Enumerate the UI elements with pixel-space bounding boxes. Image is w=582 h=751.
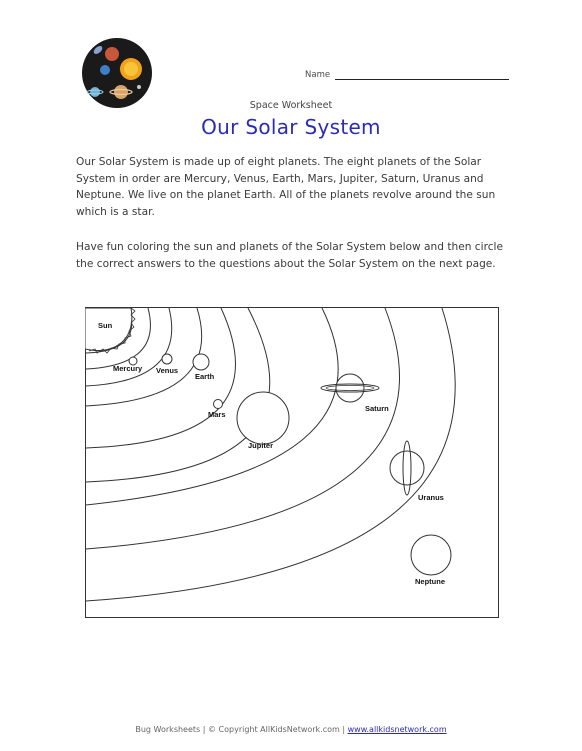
footer-link[interactable]: www.allkidsnetwork.com (347, 725, 447, 734)
earth-icon (193, 354, 209, 370)
logo-planet-icon (105, 47, 119, 61)
solar-system-diagram (85, 307, 499, 618)
name-label: Name (305, 70, 331, 80)
footer-copyright: Bug Worksheets | © Copyright AllKidsNetwork.com | (135, 725, 348, 734)
label-uranus: Uranus (418, 493, 444, 502)
label-jupiter: Jupiter (248, 441, 274, 450)
label-saturn: Saturn (365, 404, 389, 413)
footer (0, 725, 582, 734)
page-title: Our Solar System (201, 115, 381, 139)
logo-saturn-icon (114, 85, 128, 99)
name-line[interactable] (335, 79, 509, 80)
label-sun: Sun (98, 321, 113, 330)
intro-paragraph: Our Solar System is made up of eight planets. The eight planets of the Solar System in order are Mercury, Venus, Earth, Mars, Jupiter, Saturn, Uranus and Neptune. We live on the planet Earth. All of the planets revolve around the sun which is a star. (76, 156, 496, 218)
name-field[interactable] (305, 70, 510, 84)
worksheet-label: Space Worksheet (249, 100, 333, 111)
instruction-paragraph: Have fun coloring the sun and planets of the Solar System below and then circle the correct answers to the questions about the Solar System on the next page. (76, 241, 503, 270)
jupiter-icon (237, 392, 289, 444)
label-neptune: Neptune (415, 577, 445, 586)
label-mars: Mars (208, 410, 226, 419)
label-venus: Venus (156, 366, 179, 375)
mars-icon (214, 400, 223, 409)
neptune-icon (411, 535, 451, 575)
space-logo (81, 37, 153, 109)
logo-earth-icon (100, 65, 110, 75)
venus-icon (162, 354, 172, 364)
logo-neptune-icon (90, 87, 100, 97)
label-earth: Earth (195, 372, 215, 381)
label-mercury: Mercury (113, 364, 143, 373)
